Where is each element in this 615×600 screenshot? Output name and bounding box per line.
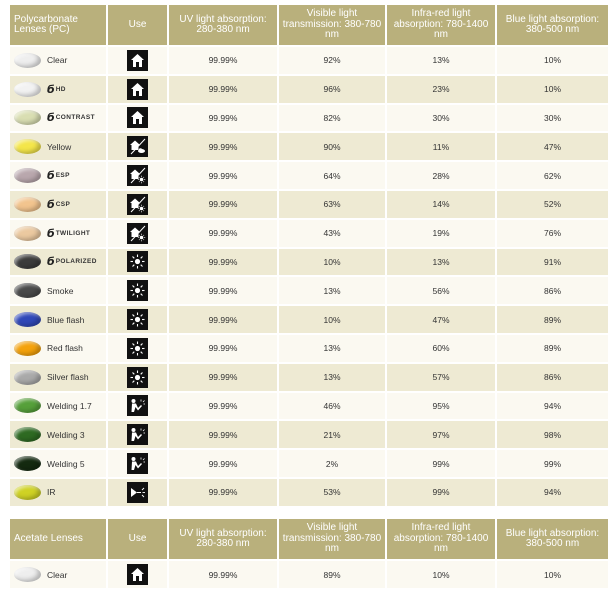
lens-name: CONTRAST xyxy=(55,114,95,122)
table-row xyxy=(10,393,608,420)
lens-name: ESP xyxy=(55,172,70,180)
lens-name: Yellow xyxy=(47,141,72,152)
use-cell xyxy=(108,393,167,420)
table-row xyxy=(10,47,608,74)
blue-absorption-cell: 86% xyxy=(497,277,608,304)
use-cell xyxy=(108,220,167,247)
visible-transmission-cell: 2% xyxy=(279,450,385,477)
acetate-lens-table xyxy=(8,517,610,590)
lens-type-header: Acetate Lenses xyxy=(10,519,106,559)
uv-absorption-cell: 99.99% xyxy=(169,47,277,74)
lens-swatch-icon xyxy=(14,82,41,97)
blue-absorption-header: Blue light absorption: 380-500 nm xyxy=(497,519,608,559)
lens-swatch-icon xyxy=(14,254,41,269)
lens-swatch-icon xyxy=(14,398,41,413)
table-row xyxy=(10,162,608,189)
infrared-absorption-cell: 60% xyxy=(387,335,495,362)
house-icon xyxy=(127,79,148,100)
uv-absorption-cell: 99.99% xyxy=(169,450,277,477)
table-row xyxy=(10,561,608,588)
lens-cell xyxy=(10,479,106,506)
infrared-absorption-cell: 56% xyxy=(387,277,495,304)
use-cell xyxy=(108,133,167,160)
infrared-absorption-cell: 10% xyxy=(387,561,495,588)
infrared-absorption-cell: 13% xyxy=(387,249,495,276)
visible-transmission-cell: 43% xyxy=(279,220,385,247)
house-icon xyxy=(127,50,148,71)
infrared-absorption-cell: 19% xyxy=(387,220,495,247)
brand-logo-icon: б xyxy=(47,169,55,183)
brand-logo-icon: б xyxy=(47,111,55,125)
infrared-absorption-cell: 47% xyxy=(387,306,495,333)
visible-transmission-cell: 96% xyxy=(279,76,385,103)
use-cell xyxy=(108,306,167,333)
lens-cell xyxy=(10,561,106,588)
use-cell xyxy=(108,162,167,189)
visible-transmission-cell: 53% xyxy=(279,479,385,506)
lens-name: Welding 5 xyxy=(47,458,85,469)
lens-swatch-icon xyxy=(14,139,41,154)
use-cell xyxy=(108,364,167,391)
lens-name: TWILIGHT xyxy=(55,229,91,237)
house-sun-icon xyxy=(127,223,148,244)
lens-swatch-icon xyxy=(14,427,41,442)
use-header: Use xyxy=(108,5,167,45)
visible-transmission-cell: 13% xyxy=(279,364,385,391)
uv-absorption-cell: 99.99% xyxy=(169,364,277,391)
table-row xyxy=(10,76,608,103)
visible-transmission-cell: 21% xyxy=(279,421,385,448)
lens-swatch-icon xyxy=(14,567,41,582)
sun-icon xyxy=(127,367,148,388)
infrared-absorption-cell: 95% xyxy=(387,393,495,420)
blue-absorption-cell: 10% xyxy=(497,561,608,588)
use-cell xyxy=(108,105,167,132)
infrared-absorption-header: Infra-red light absorption: 780-1400 nm xyxy=(387,5,495,45)
blue-absorption-cell: 98% xyxy=(497,421,608,448)
table-row xyxy=(10,191,608,218)
visible-transmission-cell: 46% xyxy=(279,393,385,420)
visible-transmission-cell: 92% xyxy=(279,47,385,74)
lens-name: POLARIZED xyxy=(55,258,97,266)
welding-icon xyxy=(127,395,148,416)
lens-cell xyxy=(10,277,106,304)
visible-transmission-cell: 63% xyxy=(279,191,385,218)
uv-absorption-cell: 99.99% xyxy=(169,249,277,276)
infrared-absorption-cell: 57% xyxy=(387,364,495,391)
blue-absorption-cell: 86% xyxy=(497,364,608,391)
lens-swatch-icon xyxy=(14,283,41,298)
blue-absorption-cell: 89% xyxy=(497,335,608,362)
infrared-absorption-cell: 11% xyxy=(387,133,495,160)
blue-absorption-cell: 89% xyxy=(497,306,608,333)
visible-transmission-header: Visible light transmission: 380-780 nm xyxy=(279,5,385,45)
blue-absorption-cell: 94% xyxy=(497,479,608,506)
lens-name: Welding 3 xyxy=(47,429,85,440)
house-icon xyxy=(127,107,148,128)
lens-swatch-icon xyxy=(14,53,41,68)
infrared-absorption-cell: 14% xyxy=(387,191,495,218)
lens-cell xyxy=(10,76,106,103)
brand-logo-icon: б xyxy=(47,255,55,269)
house-sun-icon xyxy=(127,194,148,215)
lens-name: Welding 1.7 xyxy=(47,400,92,411)
lens-name: Smoke xyxy=(47,285,74,296)
infrared-absorption-cell: 28% xyxy=(387,162,495,189)
laser-icon xyxy=(127,482,148,503)
uv-absorption-cell: 99.99% xyxy=(169,277,277,304)
lens-name: IR xyxy=(47,487,56,498)
lens-cell xyxy=(10,335,106,362)
uv-absorption-cell: 99.99% xyxy=(169,421,277,448)
lens-swatch-icon xyxy=(14,168,41,183)
uv-absorption-cell: 99.99% xyxy=(169,393,277,420)
infrared-absorption-header: Infra-red light absorption: 780-1400 nm xyxy=(387,519,495,559)
visible-transmission-cell: 90% xyxy=(279,133,385,160)
house-icon xyxy=(127,564,148,585)
blue-absorption-cell: 99% xyxy=(497,450,608,477)
lens-name: HD xyxy=(55,85,66,93)
uv-absorption-cell: 99.99% xyxy=(169,105,277,132)
blue-absorption-cell: 62% xyxy=(497,162,608,189)
infrared-absorption-cell: 23% xyxy=(387,76,495,103)
visible-transmission-header: Visible light transmission: 380-780 nm xyxy=(279,519,385,559)
lens-swatch-icon xyxy=(14,341,41,356)
use-header: Use xyxy=(108,519,167,559)
uv-absorption-cell: 99.99% xyxy=(169,561,277,588)
blue-absorption-cell: 10% xyxy=(497,76,608,103)
blue-absorption-cell: 30% xyxy=(497,105,608,132)
uv-absorption-cell: 99.99% xyxy=(169,76,277,103)
use-cell xyxy=(108,421,167,448)
visible-transmission-cell: 64% xyxy=(279,162,385,189)
table-row xyxy=(10,105,608,132)
uv-absorption-cell: 99.99% xyxy=(169,479,277,506)
use-cell xyxy=(108,191,167,218)
blue-absorption-cell: 47% xyxy=(497,133,608,160)
lens-cell xyxy=(10,133,106,160)
visible-transmission-cell: 13% xyxy=(279,335,385,362)
use-cell xyxy=(108,47,167,74)
use-cell xyxy=(108,561,167,588)
lens-cell xyxy=(10,364,106,391)
infrared-absorption-cell: 30% xyxy=(387,105,495,132)
use-cell xyxy=(108,76,167,103)
table-row xyxy=(10,133,608,160)
uv-absorption-cell: 99.99% xyxy=(169,191,277,218)
lens-cell xyxy=(10,421,106,448)
lens-name: Red flash xyxy=(47,343,83,354)
lens-cell xyxy=(10,162,106,189)
lens-cell xyxy=(10,220,106,247)
sun-icon xyxy=(127,280,148,301)
infrared-absorption-cell: 99% xyxy=(387,479,495,506)
welding-icon xyxy=(127,453,148,474)
uv-absorption-cell: 99.99% xyxy=(169,306,277,333)
table-row xyxy=(10,306,608,333)
use-cell xyxy=(108,335,167,362)
lens-name: CSP xyxy=(55,200,71,208)
polycarbonate-lens-table xyxy=(8,3,610,508)
table-row xyxy=(10,421,608,448)
lens-swatch-icon xyxy=(14,485,41,500)
blue-absorption-cell: 10% xyxy=(497,47,608,74)
sun-icon xyxy=(127,338,148,359)
blue-absorption-header: Blue light absorption: 380-500 nm xyxy=(497,5,608,45)
table-row xyxy=(10,335,608,362)
uv-absorption-cell: 99.99% xyxy=(169,220,277,247)
lens-swatch-icon xyxy=(14,370,41,385)
uv-absorption-cell: 99.99% xyxy=(169,335,277,362)
lens-swatch-icon xyxy=(14,226,41,241)
visible-transmission-cell: 82% xyxy=(279,105,385,132)
blue-absorption-cell: 91% xyxy=(497,249,608,276)
lens-swatch-icon xyxy=(14,110,41,125)
brand-logo-icon: б xyxy=(47,226,55,240)
infrared-absorption-cell: 97% xyxy=(387,421,495,448)
blue-absorption-cell: 76% xyxy=(497,220,608,247)
lens-name: Silver flash xyxy=(47,372,89,383)
brand-logo-icon: б xyxy=(47,197,55,211)
lens-swatch-icon xyxy=(14,456,41,471)
use-cell xyxy=(108,450,167,477)
lens-name: Blue flash xyxy=(47,314,85,325)
use-cell xyxy=(108,277,167,304)
visible-transmission-cell: 10% xyxy=(279,249,385,276)
uv-absorption-cell: 99.99% xyxy=(169,133,277,160)
use-cell xyxy=(108,479,167,506)
sun-icon xyxy=(127,309,148,330)
table-row xyxy=(10,277,608,304)
lens-name: Clear xyxy=(47,569,68,580)
house-sun-icon xyxy=(127,165,148,186)
table-row xyxy=(10,479,608,506)
brand-logo-icon: б xyxy=(47,82,55,96)
lens-cell xyxy=(10,191,106,218)
blue-absorption-cell: 94% xyxy=(497,393,608,420)
lens-swatch-icon xyxy=(14,312,41,327)
blue-absorption-cell: 52% xyxy=(497,191,608,218)
lens-name: Clear xyxy=(47,55,68,66)
table-row xyxy=(10,220,608,247)
infrared-absorption-cell: 13% xyxy=(387,47,495,74)
lens-cell xyxy=(10,249,106,276)
uv-absorption-header: UV light absorption: 280-380 nm xyxy=(169,519,277,559)
visible-transmission-cell: 10% xyxy=(279,306,385,333)
table-row xyxy=(10,450,608,477)
sun-icon xyxy=(127,251,148,272)
house-cloud-icon xyxy=(127,136,148,157)
uv-absorption-header: UV light absorption: 280-380 nm xyxy=(169,5,277,45)
welding-icon xyxy=(127,424,148,445)
infrared-absorption-cell: 99% xyxy=(387,450,495,477)
table-row xyxy=(10,249,608,276)
lens-swatch-icon xyxy=(14,197,41,212)
lens-cell xyxy=(10,393,106,420)
lens-cell xyxy=(10,306,106,333)
table-row xyxy=(10,364,608,391)
lens-cell xyxy=(10,450,106,477)
visible-transmission-cell: 89% xyxy=(279,561,385,588)
lens-cell xyxy=(10,47,106,74)
lens-cell xyxy=(10,105,106,132)
uv-absorption-cell: 99.99% xyxy=(169,162,277,189)
lens-type-header: Polycarbonate Lenses (PC) xyxy=(10,5,106,45)
use-cell xyxy=(108,249,167,276)
visible-transmission-cell: 13% xyxy=(279,277,385,304)
